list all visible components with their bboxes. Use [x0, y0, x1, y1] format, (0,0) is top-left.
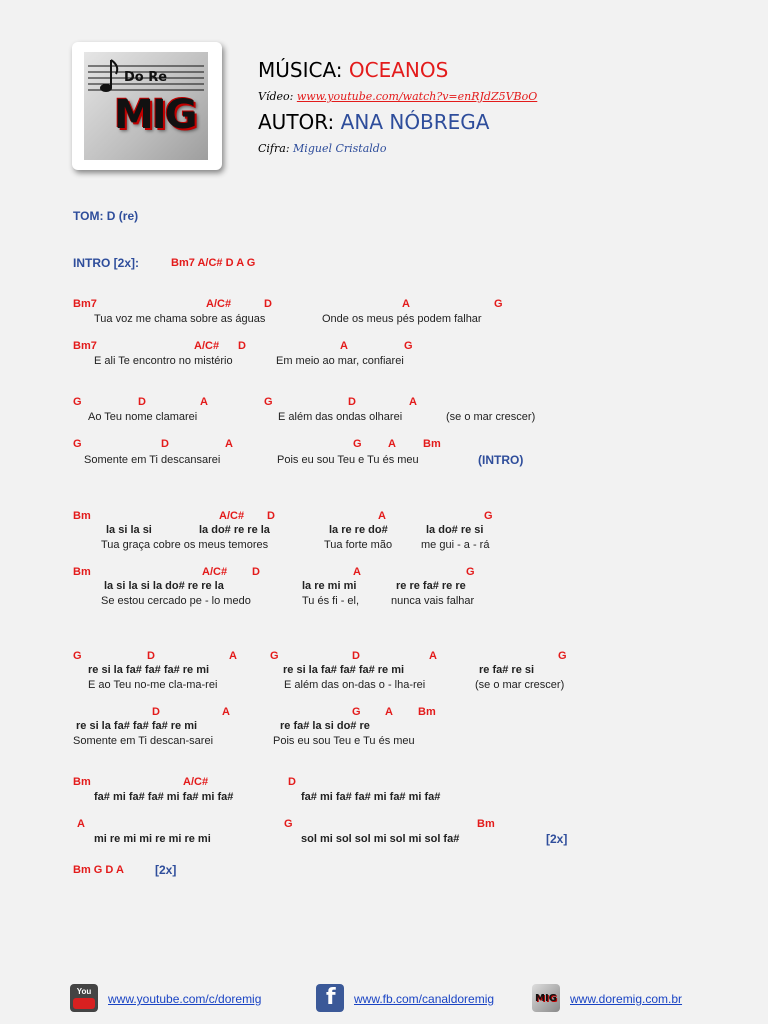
- chord: G: [284, 818, 293, 830]
- lyric-line: (se o mar crescer): [475, 679, 565, 691]
- chord: G: [270, 650, 279, 662]
- chord: D: [348, 396, 356, 408]
- solfege-line: la do# re si: [426, 524, 484, 536]
- intro-label: INTRO [2x]:: [73, 256, 139, 270]
- music-label: MÚSICA:: [258, 58, 343, 82]
- chord: D: [138, 396, 146, 408]
- chord: A: [222, 706, 230, 718]
- cifra-author: Miguel Cristaldo: [293, 142, 387, 155]
- solfege-line: la do# re re la: [199, 524, 270, 536]
- video-line: [258, 90, 537, 103]
- youtube-icon-text: You: [76, 987, 92, 996]
- chord: D: [152, 706, 160, 718]
- chord: A: [77, 818, 85, 830]
- solfege-line: mi re mi mi re mi re mi: [94, 833, 211, 845]
- lyric-line: E além das ondas olharei: [278, 411, 403, 423]
- lyric-line: Pois eu sou Teu e Tu és meu: [273, 735, 415, 747]
- facebook-link[interactable]: www.fb.com/canaldoremig: [354, 992, 495, 1006]
- lyric-line: Tua voz me chama sobre as águas: [94, 313, 266, 325]
- solfege-line: la si la si la do# re re la: [104, 580, 224, 592]
- lyric-line: Pois eu sou Teu e Tu és meu: [277, 454, 419, 466]
- solfege-line: la re mi mi: [302, 580, 357, 592]
- chord: A: [385, 706, 393, 718]
- chord: A/C#: [219, 510, 245, 522]
- youtube-link[interactable]: www.youtube.com/c/doremig: [108, 992, 262, 1006]
- author-line: [258, 110, 490, 134]
- youtube-icon[interactable]: [70, 984, 98, 1012]
- outro-chords: Bm G D A: [73, 864, 124, 876]
- lyric-line: Em meio ao mar, confiarei: [276, 355, 404, 367]
- lyric-line: me gui - a - rá: [421, 539, 490, 551]
- solfege-line: la si la si: [106, 524, 152, 536]
- chord: A: [200, 396, 208, 408]
- chord: Bm7: [73, 340, 97, 352]
- chord: D: [352, 650, 360, 662]
- lyric-line: Tua graça cobre os meus temores: [101, 539, 269, 551]
- chord: A: [353, 566, 361, 578]
- chord: G: [494, 298, 503, 310]
- cifra-label: Cifra:: [258, 142, 290, 155]
- chord: A/C#: [202, 566, 228, 578]
- doremig-logo-icon[interactable]: MIG: [532, 984, 560, 1012]
- chord: A/C#: [194, 340, 220, 352]
- solfege-line: re si la fa# fa# fa# re mi: [76, 720, 198, 732]
- chord: A: [429, 650, 437, 662]
- chord: Bm: [73, 566, 91, 578]
- lyric-line: Tu és fi - el,: [302, 595, 360, 607]
- chord: G: [73, 396, 82, 408]
- outro-repeat-tag: [2x]: [155, 863, 177, 877]
- chord: G: [73, 438, 82, 450]
- chord: G: [466, 566, 475, 578]
- intro-repeat-tag: (INTRO): [478, 453, 524, 467]
- chord: G: [558, 650, 567, 662]
- chord: Bm: [73, 776, 91, 788]
- lyric-line: Onde os meus pés podem falhar: [322, 313, 482, 325]
- chord: D: [267, 510, 275, 522]
- facebook-icon[interactable]: f: [316, 984, 344, 1012]
- lyric-line: Se estou cercado pe - lo medo: [101, 595, 251, 607]
- logo-mig-text: MIG: [114, 92, 196, 138]
- lyric-line: Somente em Ti descan-sarei: [73, 735, 214, 747]
- video-link[interactable]: www.youtube.com/watch?v=enRJdZ5VBoO: [296, 90, 538, 103]
- chord: D: [238, 340, 246, 352]
- chord: G: [352, 706, 361, 718]
- chord: D: [264, 298, 272, 310]
- solfege-line: re fa# re si: [479, 664, 535, 676]
- solfege-line: fa# mi fa# fa# mi fa# mi fa#: [301, 791, 441, 803]
- chord: A: [388, 438, 396, 450]
- author-label: AUTOR:: [258, 110, 335, 134]
- site-link[interactable]: www.doremig.com.br: [570, 992, 683, 1006]
- intro-chords: Bm7 A/C# D A G: [171, 257, 256, 269]
- music-name: OCEANOS: [348, 58, 449, 82]
- lyric-line: E ao Teu no-me cla-ma-rei: [88, 679, 218, 691]
- lyric-line: E além das on-das o - lha-rei: [284, 679, 426, 691]
- music-title: [258, 58, 448, 82]
- cifra-line: [258, 142, 386, 155]
- chord: A: [402, 298, 410, 310]
- chord: G: [264, 396, 273, 408]
- chord: A: [229, 650, 237, 662]
- chord: Bm: [477, 818, 495, 830]
- lyric-line: Somente em Ti descansarei: [84, 454, 221, 466]
- lyric-line: nunca vais falhar: [391, 595, 475, 607]
- chord: D: [161, 438, 169, 450]
- chord: G: [353, 438, 362, 450]
- solfege-line: re re fa# re re: [396, 580, 466, 592]
- lyric-line: Tua forte mão: [324, 539, 393, 551]
- chord: D: [147, 650, 155, 662]
- chord: G: [484, 510, 493, 522]
- chord: A/C#: [206, 298, 232, 310]
- chord: D: [252, 566, 260, 578]
- video-label: Vídeo:: [258, 90, 294, 103]
- solfege-line: la re re do#: [329, 524, 388, 536]
- chord: A: [225, 438, 233, 450]
- chord: D: [288, 776, 296, 788]
- chord: A/C#: [183, 776, 209, 788]
- logo-dore-text: Do Re: [124, 70, 168, 85]
- chord: Bm: [73, 510, 91, 522]
- author-name: ANA NÓBREGA: [340, 110, 490, 134]
- solfege-line: re si la fa# fa# fa# re mi: [283, 664, 405, 676]
- chord: Bm: [418, 706, 436, 718]
- tom-label: TOM: D (re): [73, 209, 139, 223]
- solfege-line: re fa# la si do# re: [280, 720, 370, 732]
- lyric-line: (se o mar crescer): [446, 411, 536, 423]
- repeat-2x-tag: [2x]: [546, 832, 568, 846]
- chord: A: [340, 340, 348, 352]
- solfege-line: fa# mi fa# fa# mi fa# mi fa#: [94, 791, 234, 803]
- chord: Bm7: [73, 298, 97, 310]
- solfege-line: re si la fa# fa# fa# re mi: [88, 664, 210, 676]
- lyric-line: Ao Teu nome clamarei: [88, 411, 198, 423]
- chord: A: [378, 510, 386, 522]
- logo: [72, 42, 222, 170]
- chord: G: [404, 340, 413, 352]
- chord: G: [73, 650, 82, 662]
- chord: A: [409, 396, 417, 408]
- chord: Bm: [423, 438, 441, 450]
- solfege-line: sol mi sol sol mi sol mi sol fa#: [301, 833, 460, 845]
- lyric-line: E ali Te encontro no mistério: [94, 355, 233, 367]
